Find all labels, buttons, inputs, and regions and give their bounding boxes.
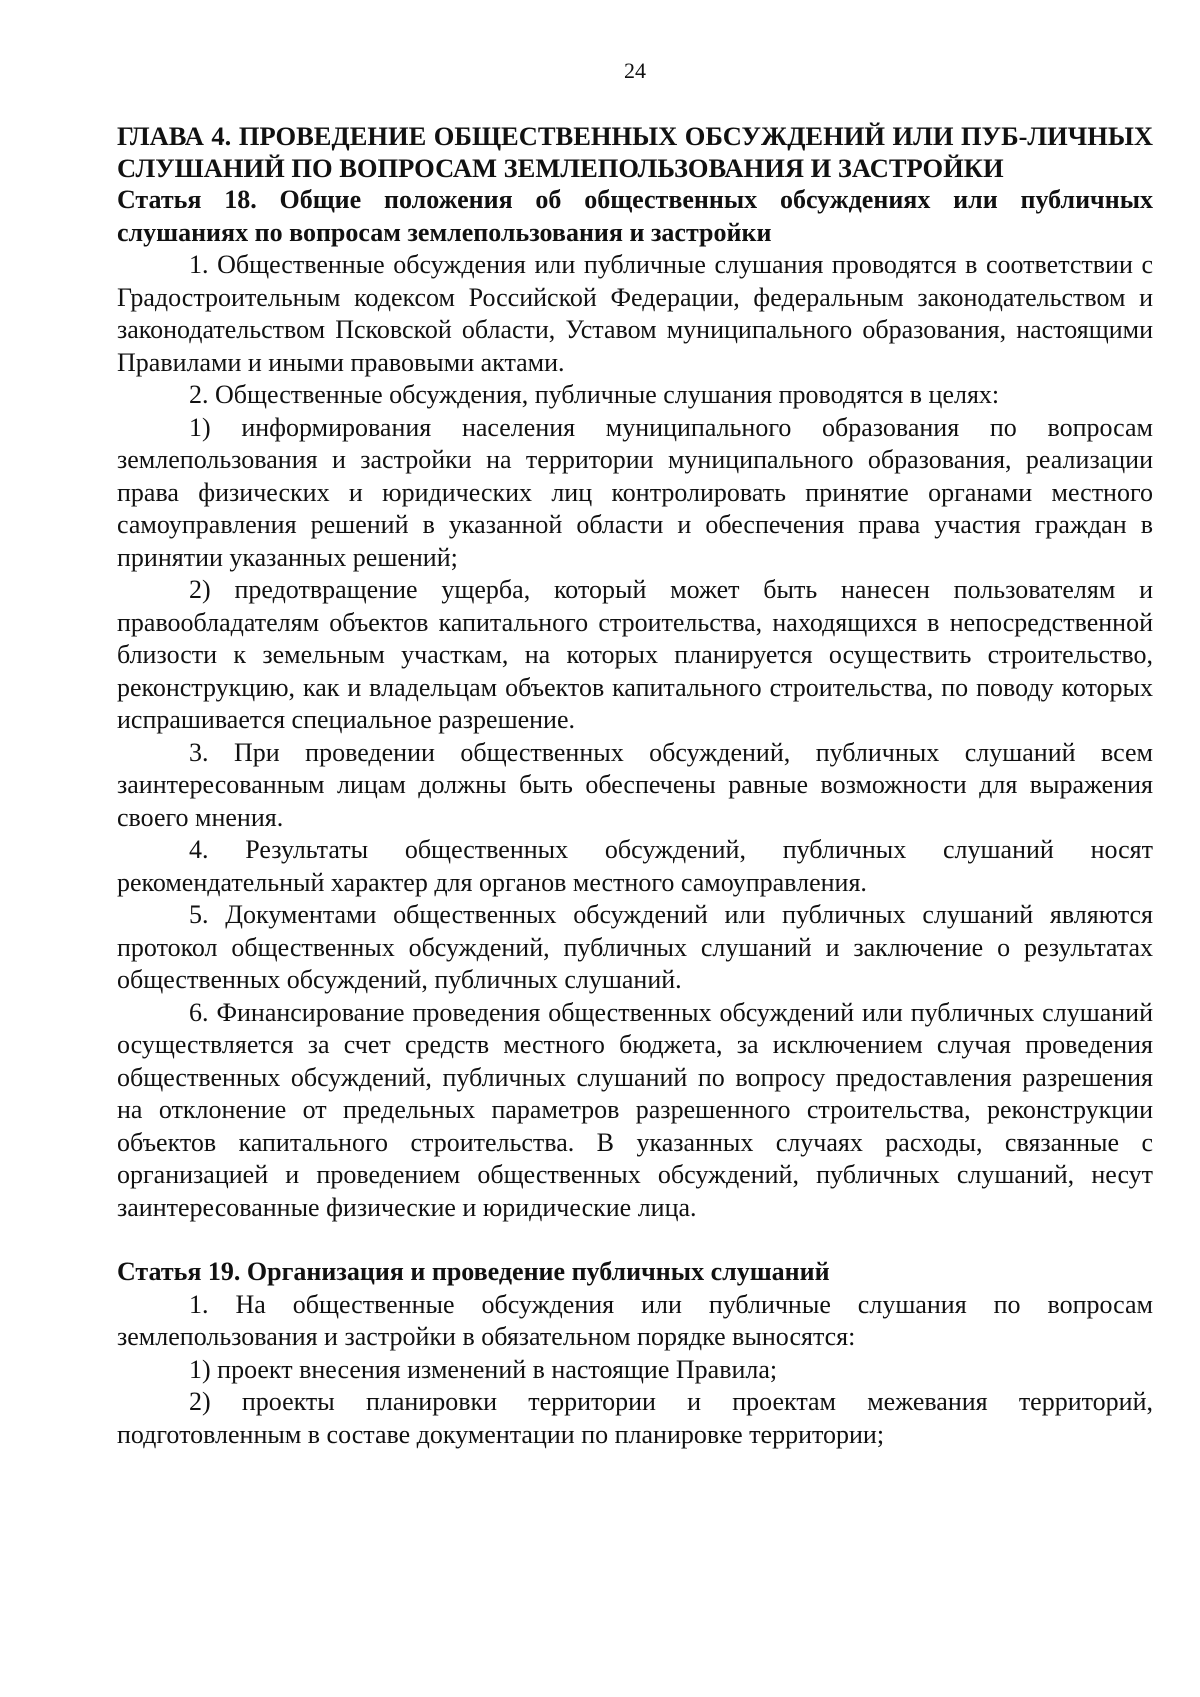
article-18-paragraph-1: 1. Общественные обсуждения или публичные слушания проводятся в соответствии с Градостроительным кодексом Российской Федерации, федеральным законодательством и законодательством Псковской области, Уставом муниципального образования, настоящими Правилами и иными правовыми актами.: [117, 250, 1153, 377]
article-19-title: Статья 19. Организация и проведение публичных слушаний: [117, 1257, 830, 1286]
article-18-paragraph-5: 5. Документами общественных обсуждений или публичных слушаний являются протокол общественных обсуждений, публичных слушаний и заключение о результатах общественных обсуждений, публичных слушаний.: [117, 900, 1153, 994]
article-19-paragraph-1-item-2: 2) проекты планировки территории и проектам межевания территорий, подготовленным в составе документации по планировке территории;: [117, 1387, 1153, 1449]
article-18-title: Статья 18. Общие положения об общественных обсуждениях или публичных слушаниях по вопросам землепользования и застройки: [117, 185, 1153, 247]
article-18-paragraph-2-item-2: 2) предотвращение ущерба, который может быть нанесен пользователям и правообладателям объектов капитального строительства, находящихся в непосредственной близости к земельным участкам, на которых планируется осуществить строительство, реконструкцию, как и владельцам объектов капитального строительства, по поводу которых испрашивается специальное разрешение.: [117, 575, 1153, 734]
article-18-paragraph-3: 3. При проведении общественных обсуждений, публичных слушаний всем заинтересованным лицам должны быть обеспечены равные возможности для выражения своего мнения.: [117, 737, 1153, 832]
page-content: [117, 120, 1153, 1451]
article-18-paragraph-6: 6. Финансирование проведения общественных обсуждений или публичных слушаний осуществляется за счет средств местного бюджета, за исключением случая проведения общественных обсуждений, публичных слушаний по вопросу предоставления разрешения на отклонение от предельных параметров разрешенного строительства, реконструкции объектов капитального строительства. В указанных случаях расходы, связанные с организацией и проведением общественных обсуждений, публичных слушаний, несут заинтересованные физические и юридические лица.: [117, 997, 1153, 1222]
article-18: [117, 184, 1153, 1224]
article-19: [117, 1256, 1153, 1451]
article-19-paragraph-1-item-1: 1) проект внесения изменений в настоящие Правила;: [189, 1354, 778, 1384]
article-19-paragraph-1: 1. На общественные обсуждения или публичные слушания по вопросам землепользования и застройки в обязательном порядке выносятся:: [117, 1289, 1153, 1351]
chapter-title: ГЛАВА 4. ПРОВЕДЕНИЕ ОБЩЕСТВЕННЫХ ОБСУЖДЕНИЙ ИЛИ ПУБ-ЛИЧНЫХ СЛУШАНИЙ ПО ВОПРОСАМ ЗЕМЛЕПОЛЬЗОВАНИЯ И ЗАСТРОЙКИ: [117, 121, 1153, 183]
article-18-paragraph-4: 4. Результаты общественных обсуждений, публичных слушаний носят рекомендательный характер для органов местного самоуправления.: [117, 835, 1153, 897]
article-18-paragraph-2: 2. Общественные обсуждения, публичные слушания проводятся в целях:: [189, 380, 1000, 409]
page-number: 24: [624, 58, 646, 83]
article-18-paragraph-2-item-1: 1) информирования населения муниципального образования по вопросам землепользования и застройки на территории муниципального образования, реализации права физических и юридических лиц контролировать принятие органами местного самоуправления решений в указанной области и обеспечения права участия граждан в принятии указанных решений;: [117, 412, 1153, 572]
